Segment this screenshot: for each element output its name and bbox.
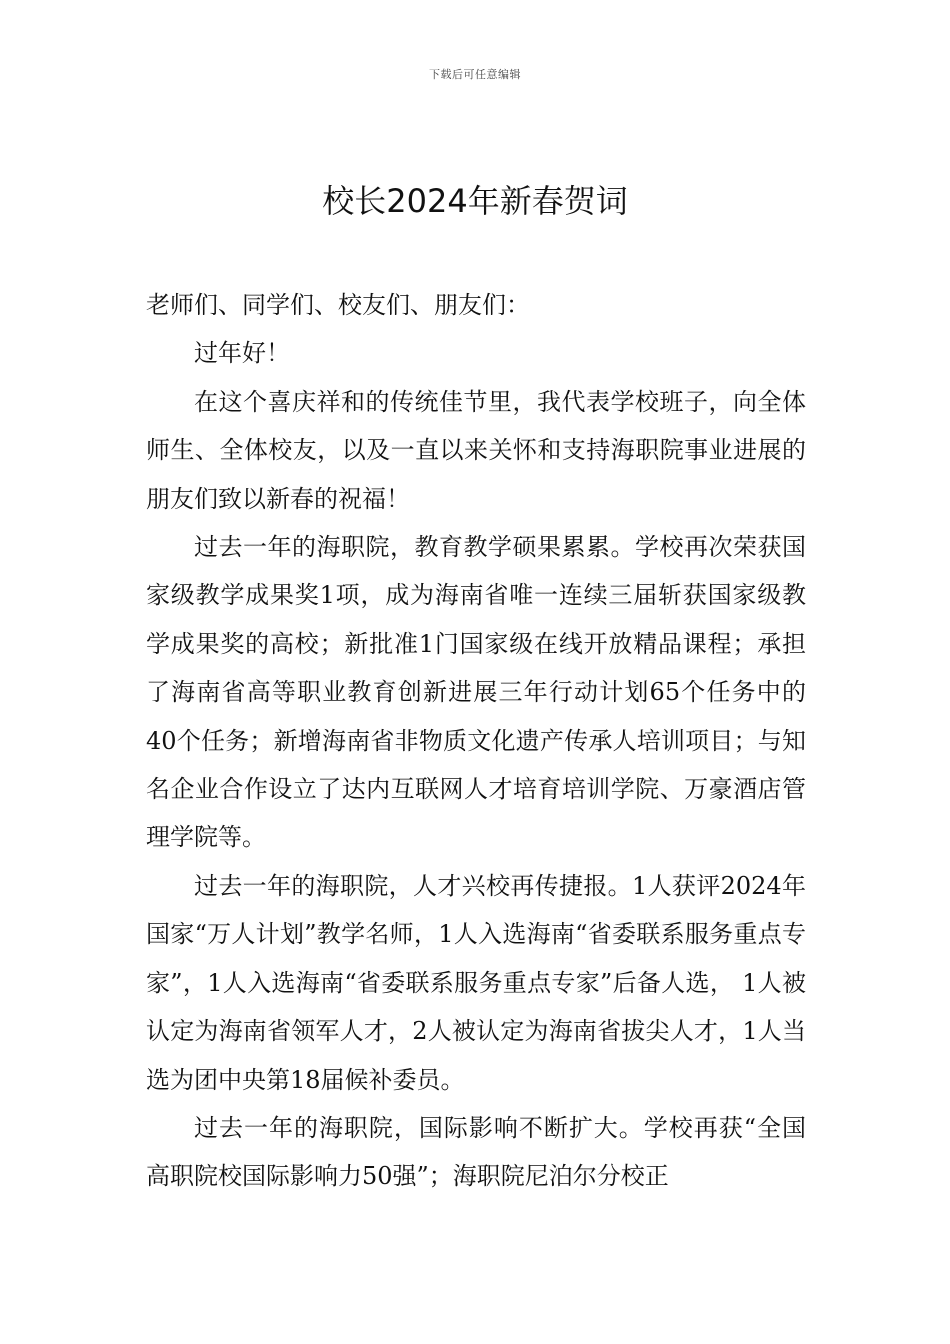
paragraph-international-influence: 过去一年的海职院，国际影响不断扩大。学校再获“全国高职院校国际影响力50强”；海职院尼泊尔分校正 [146, 1113, 806, 1191]
header-note: 下载后可任意编辑 [429, 68, 521, 81]
document-body [146, 281, 806, 1201]
paragraph-blessing: 在这个喜庆祥和的传统佳节里，我代表学校班子，向全体师生、全体校友，以及一直以来关怀和支持海职院事业进展的朋友们致以新春的祝福！ [146, 387, 806, 513]
document-title: 校长2024年新春贺词 [322, 182, 628, 220]
paragraph-teaching-achievements: 过去一年的海职院，教育教学硕果累累。学校再次荣获国家级教学成果奖1项，成为海南省唯一连续三届斩获国家级教学成果奖的高校；新批准1门国家级在线开放精品课程；承担了海南省高等职业教育创新进展三年行动计划65个任务中的40个任务；新增海南省非物质文化遗产传承人培训项目；与知名企业合作设立了达内互联网人才培育培训学院、万豪酒店管理学院等。 [146, 533, 806, 852]
salutation: 老师们、同学们、校友们、朋友们： [146, 291, 530, 319]
paragraph-talent-achievements: 过去一年的海职院，人才兴校再传捷报。1人获评2024年国家“万人计划”教学名师，1人入选海南“省委联系服务重点专家”，1人入选海南“省委联系服务重点专家”后备人选， 1人被认定为海南省领军人才，2人被认定为海南省拔尖人才，1人当选为团中央第18届候补委员。 [146, 871, 806, 1094]
paragraph-greeting: 过年好！ [194, 339, 290, 368]
